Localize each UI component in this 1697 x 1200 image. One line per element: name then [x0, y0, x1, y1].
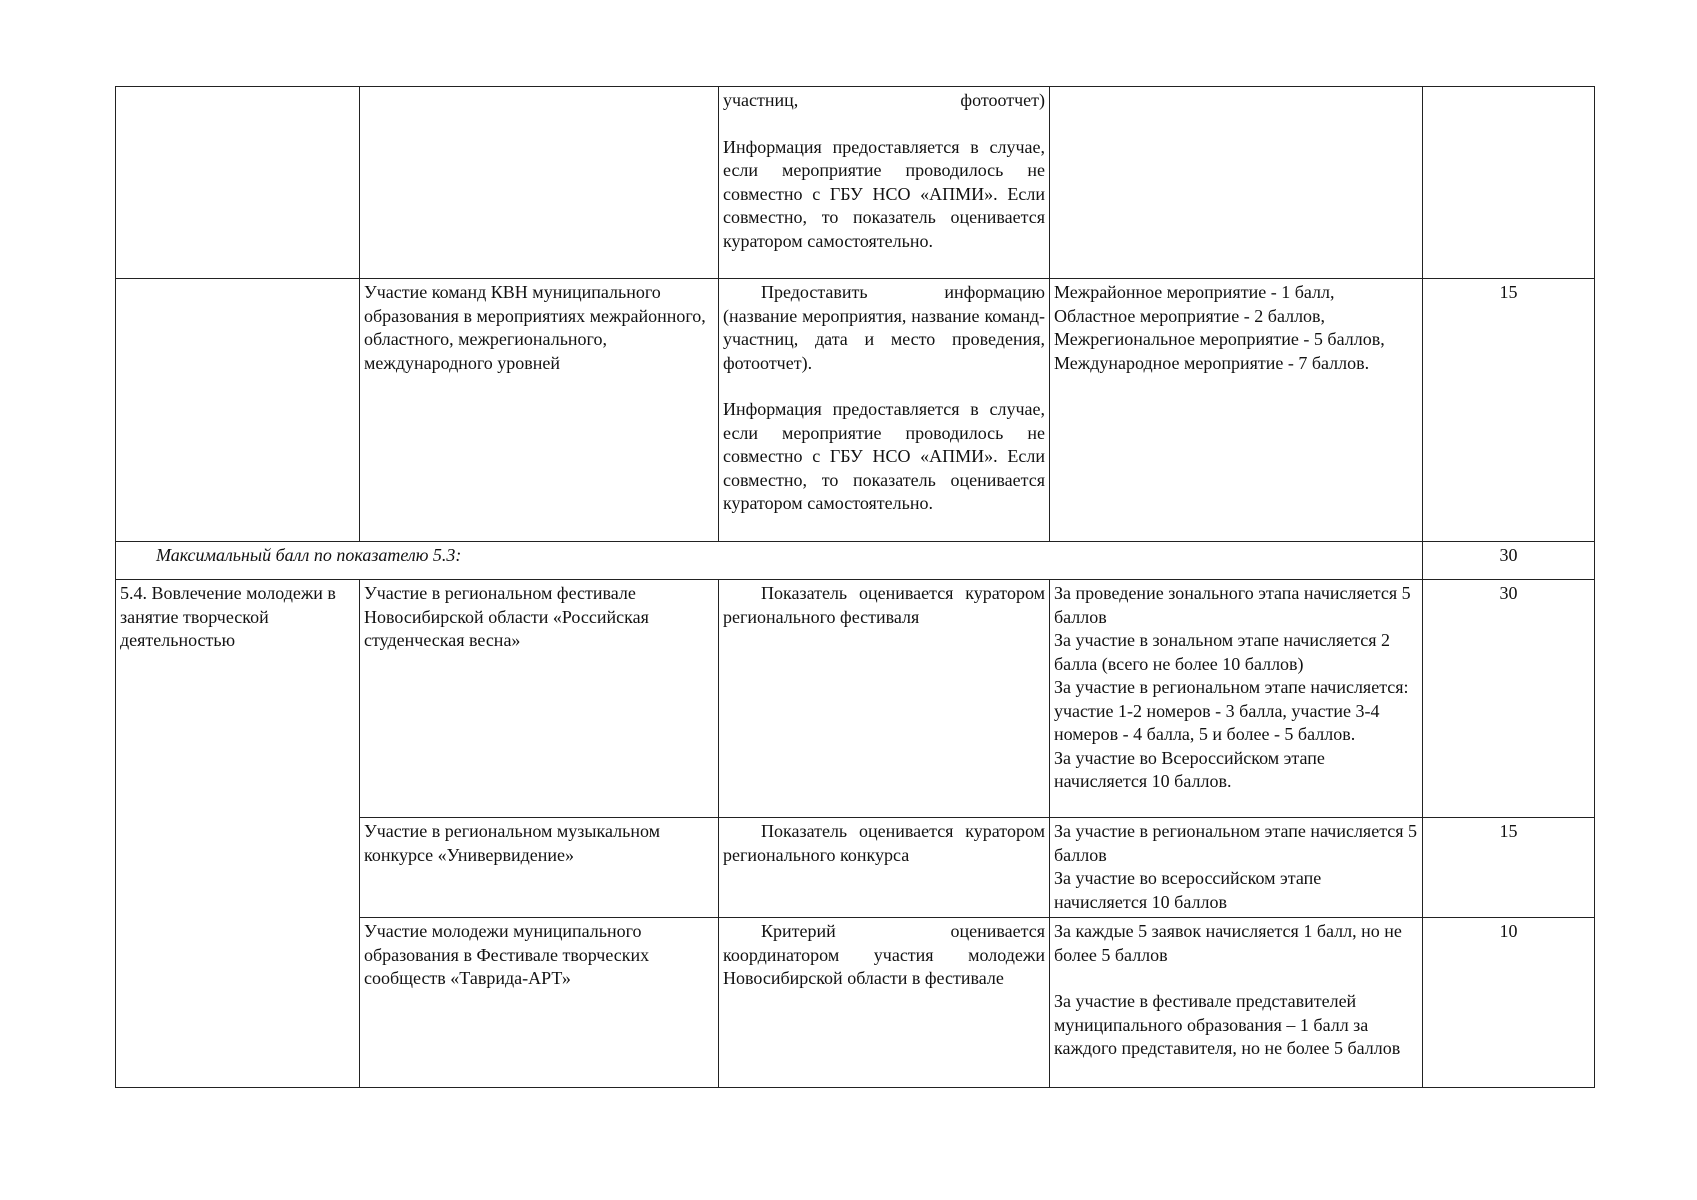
criteria-table [115, 86, 1595, 1088]
criteria-line: За участие во всероссийском этапе начисляется 10 баллов [1054, 868, 1322, 912]
description-cell: Показатель оценивается куратором регионального фестиваля [719, 580, 1050, 818]
criteria-line: За каждые 5 заявок начисляется 1 балл, но не более 5 баллов [1054, 921, 1402, 965]
criteria-line: Международное мероприятие - 7 баллов. [1054, 352, 1370, 373]
table-row [116, 542, 1595, 580]
description-cell [719, 279, 1050, 542]
score-cell: 10 [1423, 918, 1595, 1088]
criteria-line: За участие в региональном этапе начисляется: участие 1-2 номеров - 3 балла, участие 3-4 номеров - 4 балла, 5 и более - 5 баллов. [1054, 677, 1409, 744]
criteria-line: За участие в региональном этапе начисляется 5 баллов [1054, 821, 1418, 865]
criteria-line: Межрегиональное мероприятие - 5 баллов, [1054, 329, 1385, 349]
section-cell [116, 279, 360, 542]
desc-text: Информация предоставляется в случае, если мероприятие проводилось не совместно с ГБУ НСО «АПМИ». Если совместно, то показатель оценивается куратором самостоятельно. [723, 399, 1045, 513]
max-score-label: Максимальный балл по показателю 5.3: [116, 542, 1423, 580]
score-cell: 15 [1423, 279, 1595, 542]
indicator-cell: Участие молодежи муниципального образования в Фестивале творческих сообществ «Таврида-АРТ» [360, 918, 719, 1088]
section-cell: 5.4. Вовлечение молодежи в занятие творческой деятельностью [116, 580, 360, 1088]
criteria-line: За участие в зональном этапе начисляется 2 балла (всего не более 10 баллов) [1054, 630, 1391, 674]
section-cell [116, 87, 360, 279]
criteria-cell [1050, 918, 1423, 1088]
table-row [116, 279, 1595, 542]
score-cell: 30 [1423, 580, 1595, 818]
indicator-cell: Участие в региональном фестивале Новосибирской области «Российская студенческая весна» [360, 580, 719, 818]
criteria-cell [1050, 580, 1423, 818]
indicator-cell [360, 87, 719, 279]
table-row [116, 87, 1595, 279]
criteria-cell [1050, 87, 1423, 279]
criteria-line: За участие во Всероссийском этапе начисляется 10 баллов. [1054, 747, 1325, 791]
desc-text: Информация предоставляется в случае, если мероприятие проводилось не совместно с ГБУ НСО «АПМИ». Если совместно, то показатель оценивается куратором самостоятельно. [723, 136, 1045, 251]
criteria-line: Областное мероприятие - 2 баллов, [1054, 305, 1326, 326]
desc-text: Предоставить информацию (название мероприятия, название команд-участниц, дата и место проведения, фотоотчет). [723, 282, 1045, 373]
description-cell [719, 87, 1050, 279]
table-row [116, 580, 1595, 818]
criteria-line: За проведение зонального этапа начисляется 5 баллов [1054, 583, 1411, 627]
desc-text: участниц, [723, 90, 799, 110]
criteria-line: За участие в фестивале представителей муниципального образования – 1 балл за каждого представителя, но не более 5 баллов [1054, 991, 1401, 1058]
desc-text: фотоотчет) [960, 90, 1045, 110]
description-cell: Критерий оценивается координатором участия молодежи Новосибирской области в фестивале [719, 918, 1050, 1088]
score-cell: 15 [1423, 818, 1595, 918]
criteria-cell [1050, 818, 1423, 918]
criteria-cell [1050, 279, 1423, 542]
indicator-cell: Участие команд КВН муниципального образования в мероприятиях межрайонного, областного, межрегионального, международного уровней [360, 279, 719, 542]
criteria-line: Межрайонное мероприятие - 1 балл, [1054, 282, 1335, 302]
indicator-cell: Участие в региональном музыкальном конкурсе «Универвидение» [360, 818, 719, 918]
score-cell [1423, 87, 1595, 279]
description-cell: Показатель оценивается куратором регионального конкурса [719, 818, 1050, 918]
score-cell: 30 [1423, 542, 1595, 580]
